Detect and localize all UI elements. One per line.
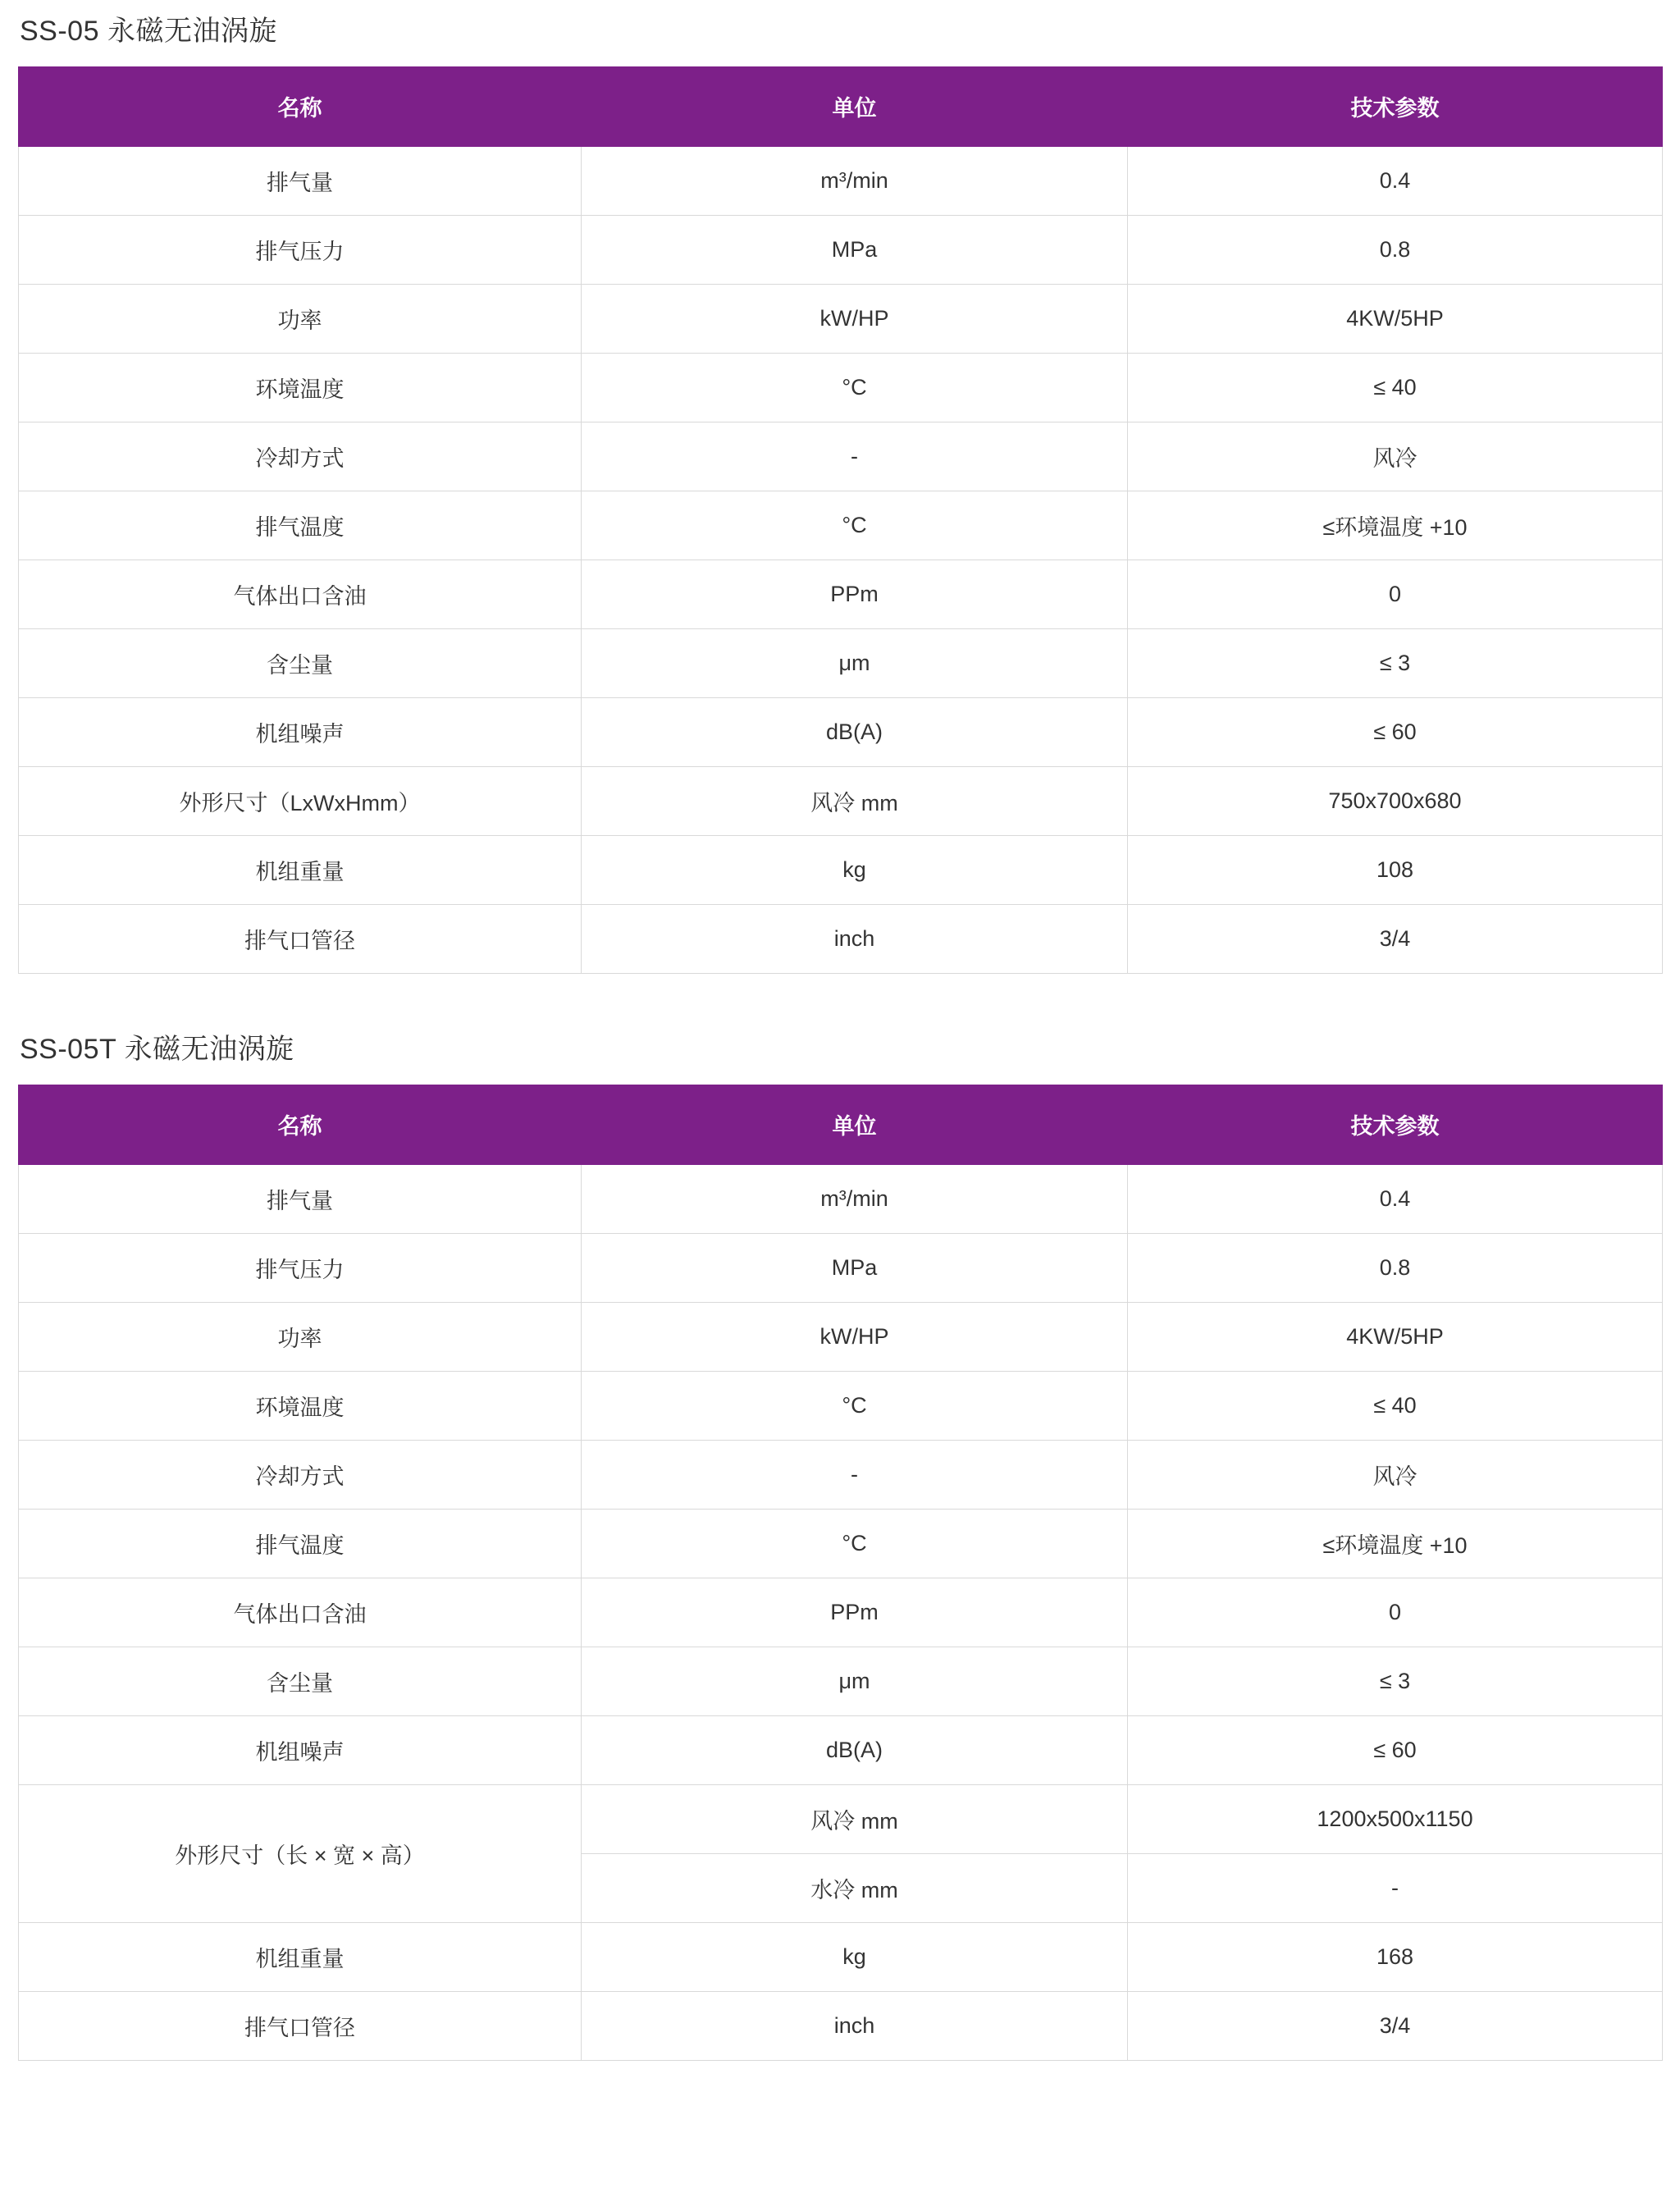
cell-unit: MPa (582, 215, 1128, 284)
cell-name: 外形尺寸（长 × 宽 × 高） (19, 1784, 582, 1922)
table-body (19, 1164, 1663, 2060)
cell-unit: kW/HP (582, 284, 1128, 353)
table-row (19, 215, 1663, 284)
cell-name: 机组重量 (19, 835, 582, 904)
spec-section-ss05t (18, 1033, 1662, 2061)
cell-value: 168 (1128, 1922, 1663, 1991)
cell-name: 机组重量 (19, 1922, 582, 1991)
cell-name: 冷却方式 (19, 422, 582, 491)
cell-unit: kg (582, 835, 1128, 904)
column-header-value: 技术参数 (1128, 1085, 1663, 1164)
table-row (19, 422, 1663, 491)
cell-value: 0.8 (1128, 1233, 1663, 1302)
cell-value: 108 (1128, 835, 1663, 904)
cell-name: 气体出口含油 (19, 1578, 582, 1647)
cell-value: ≤环境温度 +10 (1128, 491, 1663, 560)
cell-name: 排气口管径 (19, 1991, 582, 2060)
table-row (19, 146, 1663, 215)
cell-unit: dB(A) (582, 1715, 1128, 1784)
cell-name: 排气压力 (19, 1233, 582, 1302)
cell-name: 排气量 (19, 146, 582, 215)
table-row (19, 697, 1663, 766)
cell-name: 含尘量 (19, 1647, 582, 1715)
table-row (19, 1647, 1663, 1715)
table-row (19, 1509, 1663, 1578)
column-header-name: 名称 (19, 66, 582, 146)
table-row (19, 353, 1663, 422)
cell-name: 冷却方式 (19, 1440, 582, 1509)
cell-value: ≤ 60 (1128, 1715, 1663, 1784)
table-row (19, 1991, 1663, 2060)
table-row (19, 628, 1663, 697)
spec-table-ss05 (18, 66, 1663, 974)
cell-unit: kW/HP (582, 1302, 1128, 1371)
cell-name: 机组噪声 (19, 1715, 582, 1784)
column-header-value: 技术参数 (1128, 66, 1663, 146)
table-row (19, 835, 1663, 904)
cell-value: 4KW/5HP (1128, 284, 1663, 353)
cell-value: ≤ 3 (1128, 1647, 1663, 1715)
spec-table-ss05t (18, 1085, 1663, 2061)
cell-unit: m³/min (582, 146, 1128, 215)
column-header-unit: 单位 (582, 66, 1128, 146)
cell-value: ≤ 40 (1128, 353, 1663, 422)
cell-unit: m³/min (582, 1164, 1128, 1233)
cell-value: 0 (1128, 560, 1663, 628)
cell-unit: °C (582, 353, 1128, 422)
cell-value: 750x700x680 (1128, 766, 1663, 835)
cell-unit: 风冷 mm (582, 766, 1128, 835)
cell-name: 环境温度 (19, 1371, 582, 1440)
cell-name: 功率 (19, 284, 582, 353)
page-title: SS-05 永磁无油涡旋 (20, 16, 277, 47)
cell-value: 1200x500x1150 (1128, 1784, 1663, 1853)
cell-value: 4KW/5HP (1128, 1302, 1663, 1371)
table-row (19, 904, 1663, 973)
cell-unit: inch (582, 904, 1128, 973)
cell-name: 排气压力 (19, 215, 582, 284)
cell-name: 含尘量 (19, 628, 582, 697)
table-row (19, 1233, 1663, 1302)
cell-value: 3/4 (1128, 904, 1663, 973)
table-header-row (19, 1085, 1663, 1164)
table-row (19, 1715, 1663, 1784)
cell-unit: °C (582, 491, 1128, 560)
cell-name: 机组噪声 (19, 697, 582, 766)
page-title-2: SS-05T 永磁无油涡旋 (20, 1033, 294, 1065)
table-row (19, 1164, 1663, 1233)
table-row (19, 284, 1663, 353)
cell-value: 风冷 (1128, 422, 1663, 491)
cell-name: 环境温度 (19, 353, 582, 422)
cell-name: 排气温度 (19, 491, 582, 560)
cell-unit: dB(A) (582, 697, 1128, 766)
cell-value: 风冷 (1128, 1440, 1663, 1509)
table-row (19, 1371, 1663, 1440)
cell-unit: μm (582, 1647, 1128, 1715)
spec-section-ss05 (18, 15, 1662, 974)
cell-value: - (1128, 1853, 1663, 1922)
cell-name: 排气口管径 (19, 904, 582, 973)
table-row (19, 560, 1663, 628)
table-row (19, 766, 1663, 835)
table-row (19, 1784, 1663, 1853)
cell-value: 0.4 (1128, 1164, 1663, 1233)
cell-value: 0.8 (1128, 215, 1663, 284)
cell-unit: - (582, 1440, 1128, 1509)
cell-unit: °C (582, 1371, 1128, 1440)
table-row (19, 1302, 1663, 1371)
cell-unit: PPm (582, 1578, 1128, 1647)
cell-value: ≤环境温度 +10 (1128, 1509, 1663, 1578)
table-header-row (19, 66, 1663, 146)
table-row (19, 1922, 1663, 1991)
cell-value: ≤ 3 (1128, 628, 1663, 697)
table-row (19, 1578, 1663, 1647)
column-header-unit: 单位 (582, 1085, 1128, 1164)
cell-unit: - (582, 422, 1128, 491)
table-header (19, 66, 1663, 146)
cell-unit: PPm (582, 560, 1128, 628)
cell-unit: kg (582, 1922, 1128, 1991)
cell-name: 排气量 (19, 1164, 582, 1233)
cell-unit: MPa (582, 1233, 1128, 1302)
table-header (19, 1085, 1663, 1164)
cell-name: 外形尺寸（LxWxHmm） (19, 766, 582, 835)
cell-name: 排气温度 (19, 1509, 582, 1578)
table-row (19, 491, 1663, 560)
cell-name: 气体出口含油 (19, 560, 582, 628)
cell-value: 3/4 (1128, 1991, 1663, 2060)
cell-unit: inch (582, 1991, 1128, 2060)
cell-name: 功率 (19, 1302, 582, 1371)
cell-value: ≤ 60 (1128, 697, 1663, 766)
cell-unit: 风冷 mm (582, 1784, 1128, 1853)
cell-value: 0.4 (1128, 146, 1663, 215)
cell-value: ≤ 40 (1128, 1371, 1663, 1440)
column-header-name: 名称 (19, 1085, 582, 1164)
table-row (19, 1440, 1663, 1509)
table-body (19, 146, 1663, 973)
cell-unit: °C (582, 1509, 1128, 1578)
cell-value: 0 (1128, 1578, 1663, 1647)
cell-unit: μm (582, 628, 1128, 697)
cell-unit: 水冷 mm (582, 1853, 1128, 1922)
